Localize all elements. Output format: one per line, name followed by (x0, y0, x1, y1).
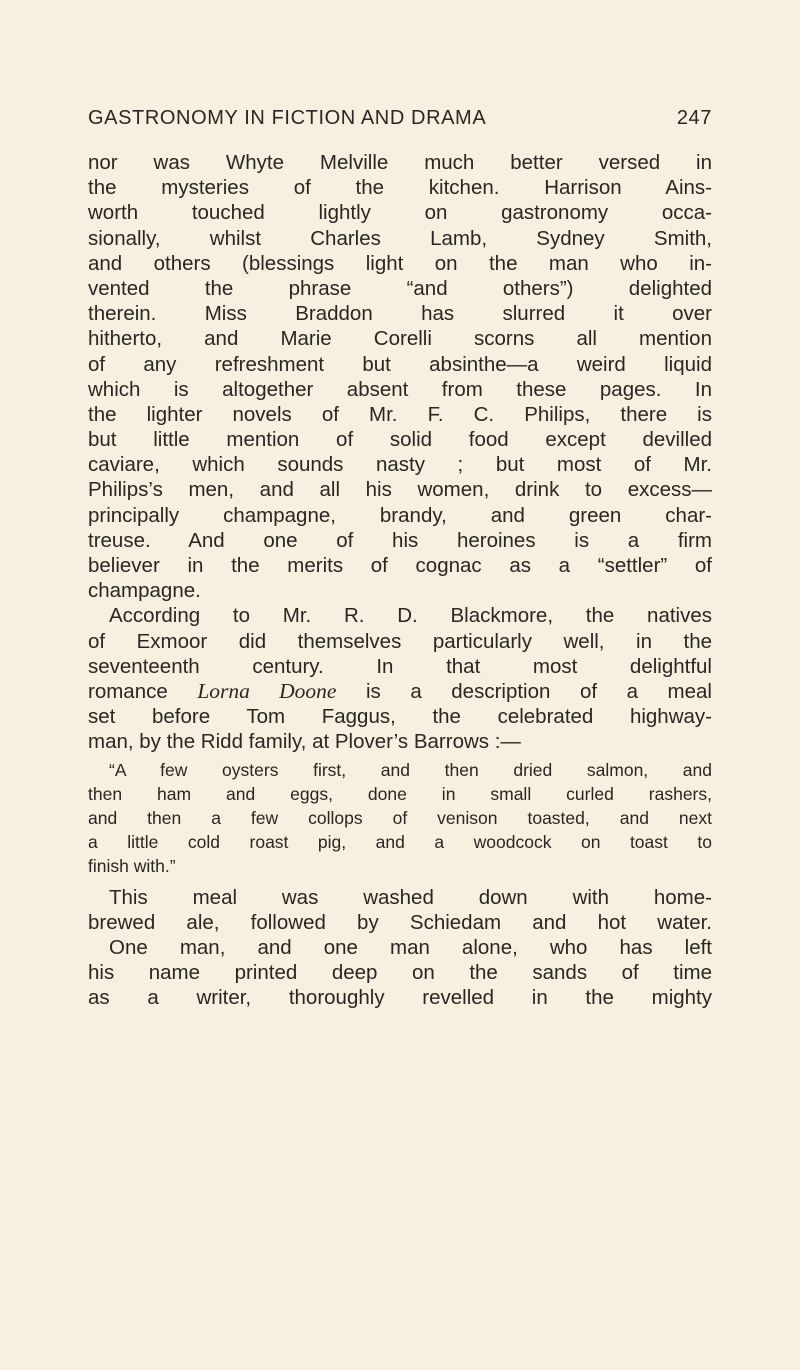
page-number: 247 (676, 107, 712, 129)
text-line: set before Tom Faggus, the celebrated highway- (88, 705, 712, 729)
text-line: of any refreshment but absinthe—a weird liquid (88, 352, 712, 376)
text-line: principally champagne, brandy, and green char- (88, 503, 712, 527)
text-fragment: is a description of a meal (336, 679, 712, 703)
text-line: which is altogether absent from these pages. In (88, 377, 712, 401)
text-line: seventeenth century. In that most delightful (88, 654, 712, 678)
quote-line: and then a few collops of venison toasted, and next (88, 807, 712, 828)
body-text (88, 150, 712, 1010)
text-line: caviare, which sounds nasty ; but most of Mr. (88, 453, 712, 477)
text-line-with-title (88, 679, 712, 704)
text-line: his name printed deep on the sands of time (88, 961, 712, 985)
text-line: man, by the Ridd family, at Plover’s Barrows :— (88, 730, 521, 754)
quote-line: then ham and eggs, done in small curled rashers, (88, 783, 712, 804)
quote-line: a little cold roast pig, and a woodcock on toast to (88, 831, 712, 852)
text-line: One man, and one man alone, who has left (109, 935, 712, 959)
text-line: the lighter novels of Mr. F. C. Philips, there is (88, 402, 712, 426)
quote-line: finish with.” (88, 855, 176, 876)
paragraph-3 (88, 885, 712, 1011)
text-line: sionally, whilst Charles Lamb, Sydney Smith, (88, 226, 712, 250)
text-line: treuse. And one of his heroines is a firm (88, 528, 712, 552)
paragraph-2 (88, 603, 712, 754)
text-line: the mysteries of the kitchen. Harrison Ains- (88, 176, 712, 200)
text-line: worth touched lightly on gastronomy occa- (88, 201, 712, 225)
text-line: nor was Whyte Melville much better versed in (88, 151, 712, 174)
text-line: According to Mr. R. D. Blackmore, the natives (109, 604, 712, 628)
text-line: brewed ale, followed by Schiedam and hot water. (88, 910, 712, 934)
text-line: champagne. (88, 579, 201, 603)
text-line: as a writer, thoroughly revelled in the mighty (88, 986, 712, 1010)
paragraph-1 (88, 150, 712, 603)
text-line: This meal was washed down with home- (109, 885, 712, 909)
text-fragment: romance (88, 679, 198, 703)
quote-line: “A few oysters first, and then dried salmon, and (109, 759, 712, 780)
text-line: believer in the merits of cognac as a “settler” of (88, 554, 712, 577)
running-head (88, 107, 712, 137)
text-line: therein. Miss Braddon has slurred it over (88, 302, 712, 326)
block-quote (88, 758, 712, 878)
text-line: hitherto, and Marie Corelli scorns all mention (88, 327, 712, 351)
text-line: Philips’s men, and all his women, drink to excess— (88, 478, 712, 502)
book-title: Lorna Doone (197, 678, 337, 703)
text-line: vented the phrase “and others”) delighted (88, 276, 712, 300)
running-title: GASTRONOMY IN FICTION AND DRAMA (88, 107, 487, 129)
text-line: of Exmoor did themselves particularly well, in the (88, 629, 712, 653)
text-line: but little mention of solid food except devilled (88, 428, 712, 452)
text-line: and others (blessings light on the man who in- (88, 251, 712, 275)
